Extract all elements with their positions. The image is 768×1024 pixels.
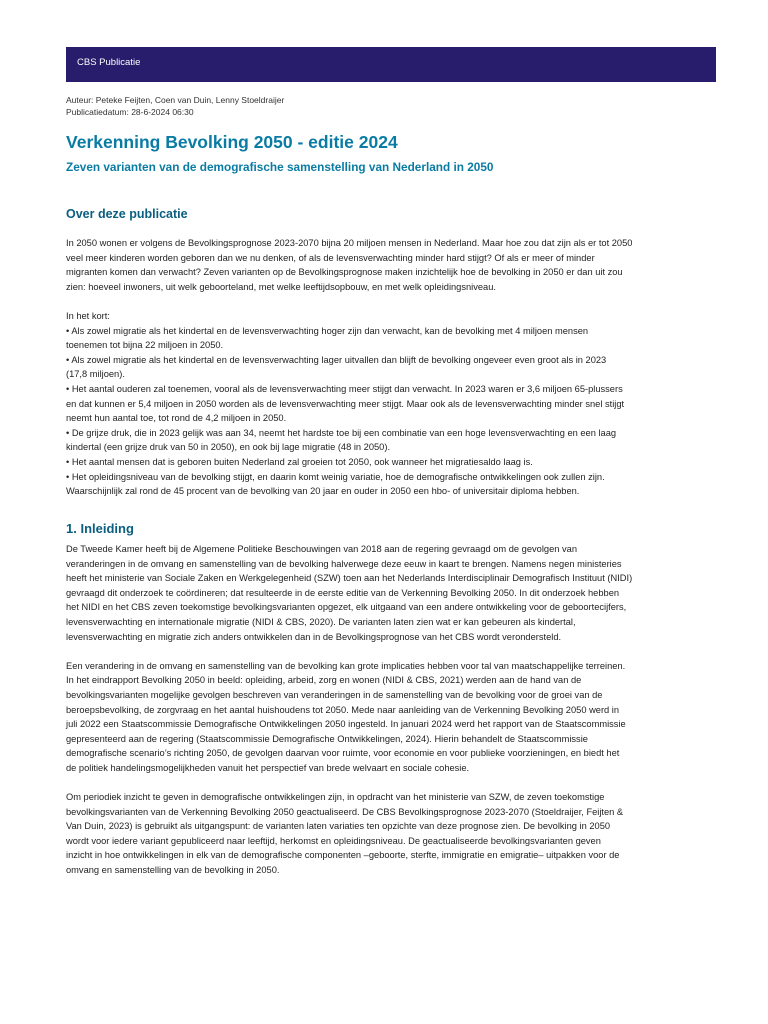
paragraph-line: inzicht in hoe ontwikkelingen in elk van de demografische componenten –geboorte, sterfte, immigratie en emigratie– uitpakken voor de [66, 850, 620, 861]
paragraph-line: Van Duin, 2023) is gebruikt als uitgangspunt: de varianten laten variaties ten opzichte van deze prognose zien. De bevolking in 2050 [66, 821, 611, 832]
paragraph-line: juli 2022 een Staatscommissie Demografische Ontwikkelingen 2050 ingesteld. In januari 2024 werd het rapport van de Staatscommissie [66, 719, 626, 730]
paragraph-line: bevolkingsvarianten van de Verkenning Bevolking 2050 geactualiseerd. De CBS Bevolkingsprognose 2023-2070 (Stoeldraijer, Feijten & [66, 806, 624, 817]
bullet-line: • Het aantal mensen dat is geboren buiten Nederland zal groeien tot 2050, ook wanneer het migratiesaldo laag is. [66, 456, 533, 467]
publication-date: Publicatiedatum: 28-6-2024 06:30 [66, 107, 194, 117]
paragraph-line: de politiek handelingsmogelijkheden vanuit het perspectief van brede welvaart en sociale cohesie. [66, 762, 470, 773]
about-section [66, 236, 716, 499]
bullet-line: • Als zowel migratie als het kindertal en de levensverwachting hoger zijn dan verwacht, kan de bevolking met 4 miljoen mensen [66, 325, 589, 336]
bullet-line: • Als zowel migratie als het kindertal en de levensverwachting lager uitvallen dan blijft de bevolking ongeveer even groot als in 2023 [66, 354, 607, 365]
paragraph-line: veel meer kinderen worden geboren dan we nu denken, of als de levensverwachting minder hard stijgt? Of als er meer of minder [66, 252, 595, 263]
paragraph-line: gevraagd dit onderzoek te coördineren; dat resulteerde in de eerste editie van de Verkenning Bevolking 2050. In dit onderzoek hebben [66, 587, 620, 598]
paragraph-line: omvang en samenstelling van de bevolking in 2050. [66, 865, 280, 876]
paragraph-line: het NIDI en het CBS zeven toekomstige bevolkingsvarianten opgezet, elk uitgaand van een andere ontwikkeling voor de geboortecijfers, [66, 602, 627, 613]
bullet-line: neemt hun aantal toe, tot rond de 4,2 miljoen in 2050. [66, 413, 287, 424]
bullet-line: Waarschijnlijk zal rond de 45 procent van de bevolking van 20 jaar en ouder in 2050 een hbo- of universitair diploma hebben. [66, 486, 580, 497]
bullet-line: • De grijze druk, die in 2023 gelijk was aan 34, neemt het hardste toe bij een combinatie van een hoge levensverwachting en een laag [66, 427, 617, 438]
paragraph-line: zien: hoeveel inwoners, uit welk geboorteland, met welke leeftijdsopbouw, en met welk opleidingsniveau. [66, 281, 496, 292]
page-title: Verkenning Bevolking 2050 - editie 2024 [66, 132, 398, 152]
paragraph-line: In 2050 wonen er volgens de Bevolkingsprognose 2023-2070 bijna 20 miljoen mensen in Nederland. Maar hoe zou dat zijn als er tot 2050 [66, 238, 633, 248]
paragraph-line: beroepsbevolking, de zorgvraag en het aantal huishoudens tot 2050. Mede naar aanleiding van de Verkenning Bevolking 2050 werd in [66, 704, 620, 715]
paragraph-line: In het eindrapport Bevolking 2050 in beeld: opleiding, arbeid, zorg en wonen (NIDI & CBS, 2021) werden aan de hand van de [66, 675, 582, 686]
intro-section [66, 542, 716, 878]
paragraph-line: Om periodiek inzicht te geven in demografische ontwikkelingen zijn, in opdracht van het ministerie van SZW, de zeven toekomstige [66, 792, 605, 803]
paragraph-line: Een verandering in de omvang en samenstelling van de bevolking kan grote implicaties hebben voor tal van maatschappelijke terreinen. [66, 660, 626, 671]
bullet-line: toenemen tot bijna 22 miljoen in 2050. [66, 340, 224, 351]
paragraph-line: In het kort: [66, 310, 110, 321]
paragraph-line: wordt voor iedere variant gepubliceerd naar leeftijd, herkomst en opleidingsniveau. De geactualiseerde bevolkingsvarianten geven [66, 835, 601, 846]
publication-meta [66, 94, 284, 118]
page-subtitle: Zeven varianten van de demografische samenstelling van Nederland in 2050 [66, 160, 494, 174]
paragraph-line: levensverwachting en internationale migratie (NIDI & CBS, 2020). De varianten laten zien wat er kan gebeuren als kindertal, [66, 616, 576, 627]
paragraph-line: bevolkingsvarianten mogelijke gevolgen beschreven van veranderingen in de samenstelling van de bevolking voor de groei van de [66, 689, 603, 700]
paragraph-line: levensverwachting en migratie zich anders ontwikkelen dan in de Bevolkingsprognose van het CBS wordt verondersteld. [66, 631, 562, 642]
paragraph-line: De Tweede Kamer heeft bij de Algemene Politieke Beschouwingen van 2018 aan de regering gevraagd om de gevolgen van [66, 544, 577, 554]
paragraph-line: veranderingen in de omvang en samenstelling van de bevolking halverwege deze eeuw in kaart te brengen. Namens negen ministeries [66, 558, 622, 569]
bullet-line: (17,8 miljoen). [66, 369, 125, 380]
author-line: Auteur: Peteke Feijten, Coen van Duin, Lenny Stoeldraijer [66, 95, 285, 105]
paragraph-line: demografische scenario’s richting 2050, de gevolgen daarvan voor ruimte, voor economie en voor publieke voorzieningen, en biedt het [66, 748, 620, 759]
paragraph-line: heeft het ministerie van Sociale Zaken en Werkgelegenheid (SZW) toen aan het Nederlands Interdisciplinair Demografisch Instituut (NIDI) [66, 573, 633, 584]
banner-label: CBS Publicatie [77, 57, 141, 68]
bullet-line: kindertal (een grijze druk van 50 in 2050), en ook bij lage migratie (48 in 2050). [66, 442, 391, 453]
about-heading: Over deze publicatie [66, 207, 188, 221]
paragraph-line: migranten komen dan verwacht? Zeven varianten op de Bevolkingsprognose maken inzichtelijk hoe de bevolking in 2050 er dan uit zou [66, 267, 623, 278]
bullet-line: en dat kunnen er 5,4 miljoen in 2050 worden als de levensverwachting meer stijgt. Maar ook als de levensverwachting minder snel stijgt [66, 398, 625, 409]
publication-banner [66, 47, 716, 82]
bullet-line: • Het aantal ouderen zal toenemen, vooral als de levensverwachting meer stijgt dan verwacht. In 2023 waren er 3,6 miljoen 65-plussers [66, 383, 623, 394]
paragraph-line: gepresenteerd aan de regering (Staatscommissie Demografische Ontwikkelingen, 2024). Hierin behandelt de Staatscommissie [66, 733, 588, 744]
bullet-line: • Het opleidingsniveau van de bevolking stijgt, en daarin komt weinig variatie, hoe de demografische ontwikkelingen ook zullen zijn. [66, 471, 605, 482]
intro-heading: 1. Inleiding [66, 521, 134, 536]
